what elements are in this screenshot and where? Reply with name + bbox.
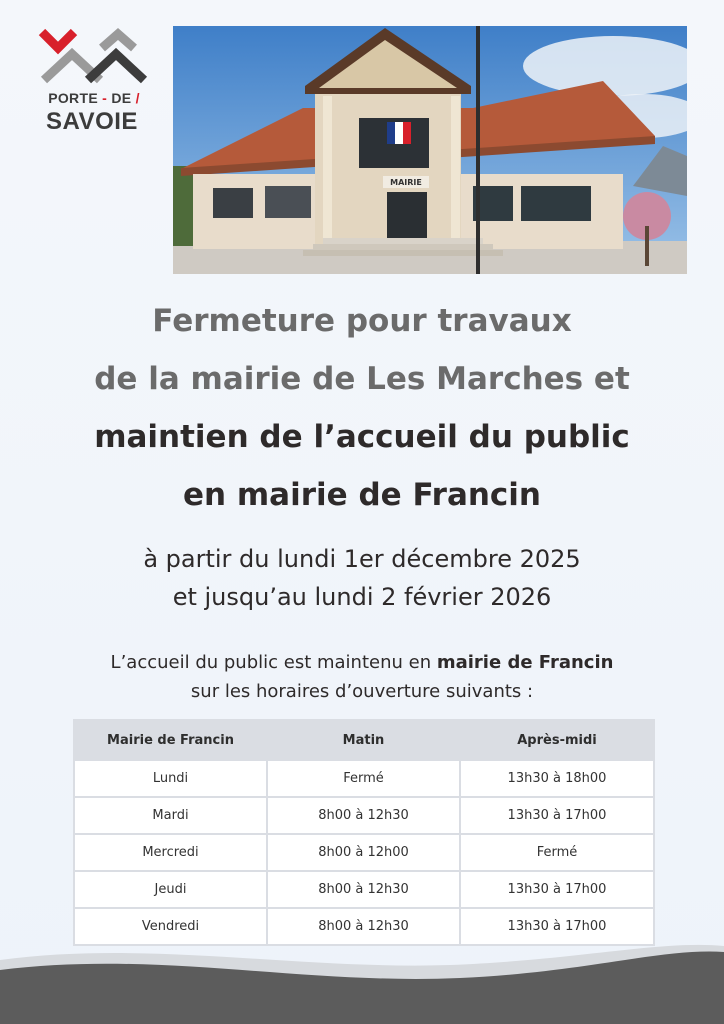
- morning-cell: 8h00 à 12h30: [267, 871, 460, 908]
- title-line-4: en mairie de Francin: [182, 477, 541, 513]
- logo-chevrons-icon: [36, 26, 148, 88]
- end-date-text: et jusqu’au lundi 2 février 2026: [172, 583, 552, 611]
- footer-wave-decoration: [0, 930, 724, 1024]
- header-mairie: Mairie de Francin: [74, 720, 267, 760]
- closure-period: [20, 540, 704, 616]
- table-header-row: [74, 720, 654, 760]
- afternoon-cell: 13h30 à 17h00: [460, 908, 654, 945]
- day-cell: Jeudi: [74, 871, 267, 908]
- day-cell: Mercredi: [74, 834, 267, 871]
- title-line-2: de la mairie de Les Marches et: [94, 361, 630, 397]
- start-date-text: à partir du lundi 1er décembre 2025: [143, 545, 581, 573]
- afternoon-cell: Fermé: [460, 834, 654, 871]
- porte-de-savoie-logo: [36, 26, 148, 138]
- intro-line-1: L’accueil du public est maintenu en mairie de Francin: [110, 652, 614, 673]
- opening-hours-table: [73, 719, 655, 946]
- title-line-1: Fermeture pour travaux: [152, 303, 572, 339]
- morning-cell: 8h00 à 12h00: [267, 834, 460, 871]
- header-matin: Matin: [267, 720, 460, 760]
- table-row: [74, 797, 654, 834]
- morning-cell: 8h00 à 12h30: [267, 908, 460, 945]
- day-cell: Mardi: [74, 797, 267, 834]
- morning-cell: Fermé: [267, 760, 460, 797]
- intro-line-2: sur les horaires d’ouverture suivants :: [190, 681, 534, 702]
- afternoon-cell: 13h30 à 18h00: [460, 760, 654, 797]
- afternoon-cell: 13h30 à 17h00: [460, 871, 654, 908]
- intro-highlight: mairie de Francin: [436, 652, 614, 673]
- logo-text-porte-de: PORTE - DE /: [48, 90, 140, 106]
- day-cell: Vendredi: [74, 908, 267, 945]
- mairie-sign-text: MAIRIE: [390, 178, 422, 187]
- day-cell: Lundi: [74, 760, 267, 797]
- logo-text-savoie: SAVOIE: [46, 108, 138, 135]
- morning-cell: 8h00 à 12h30: [267, 797, 460, 834]
- afternoon-cell: 13h30 à 17h00: [460, 797, 654, 834]
- page-title: [20, 292, 704, 524]
- mairie-building-photo: [173, 26, 687, 274]
- table-row: [74, 760, 654, 797]
- table-row: [74, 834, 654, 871]
- intro-text: [20, 648, 704, 706]
- title-line-3: maintien de l’accueil du public: [94, 419, 630, 455]
- header-apres-midi: Après-midi: [460, 720, 654, 760]
- table-row: [74, 871, 654, 908]
